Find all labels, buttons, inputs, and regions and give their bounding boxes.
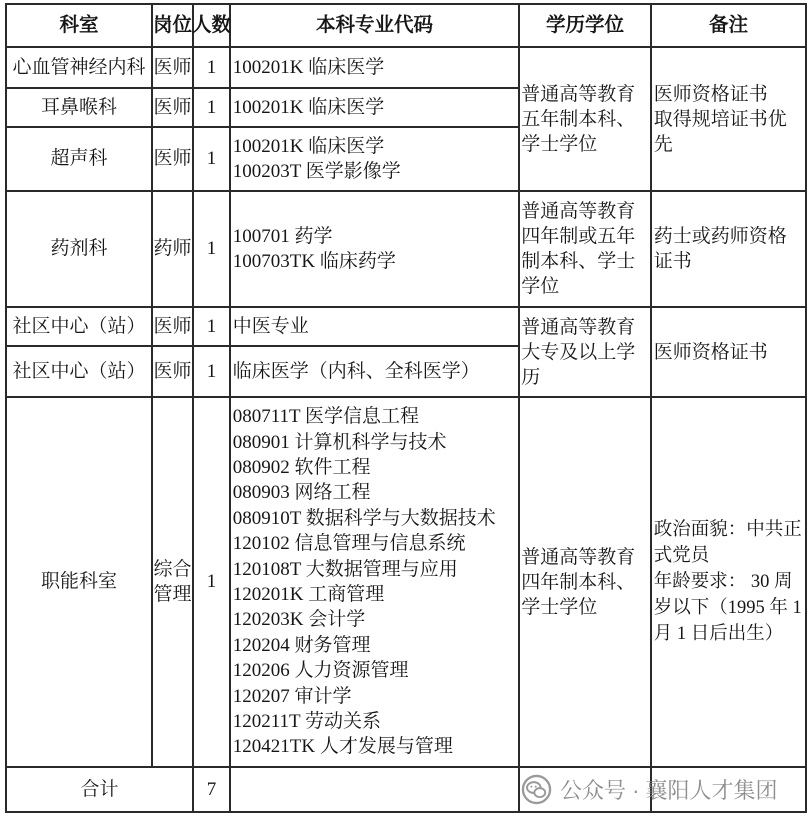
remarks-line: 医师资格证书 <box>653 341 768 363</box>
major-line: 120206 人力资源管理 <box>232 660 409 682</box>
count-cell: 1 <box>194 192 230 307</box>
education-line: 制本科、学士 <box>521 251 636 272</box>
education-line: 五年制本科、 <box>521 108 636 130</box>
remarks-cell <box>652 48 806 191</box>
header-education: 学历学位 <box>520 5 651 47</box>
count-cell: 1 <box>194 347 230 397</box>
dept-cell: 社区中心（站） <box>7 308 152 346</box>
post-line: 医师 <box>153 56 192 78</box>
remarks-cell <box>652 192 806 307</box>
post-line: 药师 <box>153 238 192 260</box>
post-line: 医师 <box>153 315 192 337</box>
count-cell: 1 <box>194 89 230 127</box>
post-line: 医师 <box>153 96 192 118</box>
major-line: 100201K 临床医学 <box>232 135 385 157</box>
education-line: 大专及以上学 <box>521 341 636 363</box>
education-line: 学位 <box>521 276 560 297</box>
major-line: 100703TK 临床药学 <box>232 251 396 272</box>
major-line: 080901 计算机科学与技术 <box>232 431 447 453</box>
header-post: 岗位 <box>153 5 193 47</box>
major-line: 100201K 临床医学 <box>232 96 385 118</box>
major-line: 120204 财务管理 <box>232 634 371 656</box>
education-line: 学士学位 <box>521 596 598 618</box>
recruitment-table <box>5 3 807 813</box>
major-line: 100701 药学 <box>232 225 333 247</box>
majors-cell <box>231 192 519 307</box>
remarks-line: 式党员 <box>653 546 710 566</box>
major-line: 080711T 医学信息工程 <box>232 406 420 428</box>
education-line: 四年制或五年 <box>521 226 636 247</box>
majors-cell <box>231 308 519 346</box>
dept-cell: 心血管神经内科 <box>7 48 152 88</box>
remarks-line: 先 <box>653 133 673 155</box>
post-cell <box>153 347 193 397</box>
education-line: 历 <box>521 366 541 388</box>
major-line: 中医专业 <box>232 315 309 337</box>
major-line: 临床医学（内科、全科医学） <box>232 360 480 382</box>
post-line: 医师 <box>153 360 192 382</box>
education-cell <box>520 398 651 767</box>
total-label: 合计 <box>7 768 193 812</box>
header-dept: 科室 <box>7 5 152 47</box>
wechat-icon <box>521 774 552 805</box>
remarks-line: 取得规培证书优 <box>653 108 787 130</box>
major-line: 120421TK 人才发展与管理 <box>232 736 453 758</box>
dept-cell: 社区中心（站） <box>7 347 152 397</box>
header-count: 人数 <box>194 5 230 47</box>
remarks-line: 证书 <box>653 251 692 272</box>
majors-cell <box>231 347 519 397</box>
remarks-line: 医师资格证书 <box>653 83 768 105</box>
majors-cell <box>231 128 519 191</box>
major-line: 100201K 临床医学 <box>232 56 385 78</box>
post-line: 管理 <box>153 584 192 605</box>
watermark <box>521 771 778 807</box>
post-cell <box>153 398 193 767</box>
majors-cell <box>231 89 519 127</box>
remarks-line: 药士或药师资格 <box>653 226 787 247</box>
total-majors-empty <box>231 768 519 812</box>
post-cell <box>153 89 193 127</box>
dept-cell: 超声科 <box>7 128 152 191</box>
header-major: 本科专业代码 <box>231 5 519 47</box>
major-line: 120211T 劳动关系 <box>232 711 382 733</box>
major-line: 080903 网络工程 <box>232 482 371 504</box>
post-line: 医师 <box>153 148 192 170</box>
education-line: 普通高等教育 <box>521 201 636 222</box>
post-cell <box>153 48 193 88</box>
remarks-line: 年龄要求： 30 周 <box>653 572 793 592</box>
post-cell <box>153 192 193 307</box>
dept-cell: 耳鼻喉科 <box>7 89 152 127</box>
total-count: 7 <box>194 768 230 812</box>
education-cell <box>520 48 651 191</box>
education-cell <box>520 308 651 397</box>
education-line: 普通高等教育 <box>521 546 636 568</box>
count-cell: 1 <box>194 398 230 767</box>
remarks-cell <box>652 308 806 397</box>
count-cell: 1 <box>194 308 230 346</box>
dept-cell: 职能科室 <box>7 398 152 767</box>
major-line: 120102 信息管理与信息系统 <box>232 533 466 555</box>
education-line: 普通高等教育 <box>521 83 636 105</box>
education-line: 学士学位 <box>521 133 598 155</box>
major-line: 120201K 工商管理 <box>232 584 385 605</box>
watermark-text: 公众号 · 襄阳人才集团 <box>560 777 778 803</box>
remarks-cell <box>652 398 806 767</box>
major-line: 120207 审计学 <box>232 685 352 707</box>
education-line: 四年制本科、 <box>521 571 636 593</box>
major-line: 080902 软件工程 <box>232 456 371 478</box>
major-line: 120203K 会计学 <box>232 609 366 631</box>
major-line: 080910T 数据科学与大数据技术 <box>232 507 496 529</box>
header-remarks: 备注 <box>652 5 806 47</box>
post-line: 综合 <box>153 558 192 580</box>
education-line: 普通高等教育 <box>521 316 636 338</box>
remarks-line: 月 1 日后出生） <box>653 624 784 644</box>
count-cell: 1 <box>194 48 230 88</box>
majors-cell <box>231 398 519 767</box>
post-cell <box>153 308 193 346</box>
education-cell <box>520 192 651 307</box>
count-cell: 1 <box>194 128 230 191</box>
remarks-line: 政治面貌：中共正 <box>653 520 802 540</box>
major-line: 100203T 医学影像学 <box>232 161 401 182</box>
majors-cell <box>231 48 519 88</box>
dept-cell: 药剂科 <box>7 192 152 307</box>
post-cell <box>153 128 193 191</box>
remarks-line: 岁以下（1995 年 1 <box>653 598 802 618</box>
major-line: 120108T 大数据管理与应用 <box>232 558 458 580</box>
